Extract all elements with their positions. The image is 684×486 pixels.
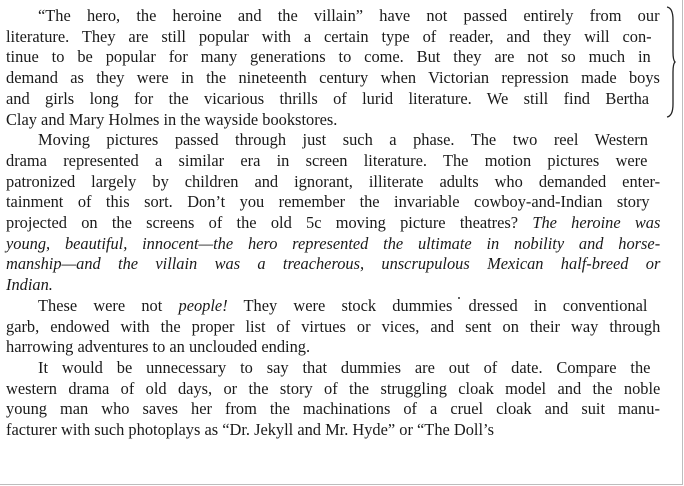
text-line [38, 358, 650, 378]
text-span: facturer with such photoplays as “Dr. Jekyll and Mr. Hyde” or “The Doll’s [6, 420, 494, 439]
text-span: Clay and Mary Holmes in the wayside bookstores. [6, 109, 338, 129]
text-line [6, 275, 53, 295]
margin-bracket [666, 6, 676, 118]
text-line [6, 254, 660, 274]
text-line [6, 420, 494, 440]
text-span: These were not [38, 295, 179, 315]
text-line [6, 110, 337, 130]
text-line [6, 337, 310, 357]
text-line [6, 172, 660, 192]
text-line [6, 89, 649, 109]
text-line [6, 213, 660, 233]
italic-span: people! [178, 295, 228, 315]
text-line [6, 317, 660, 337]
text-span: young man who saves her from the machinations of a cruel cloak and suit manu- [6, 399, 660, 419]
text-span: drama represented a similar era in screen literature. The motion pictures were [6, 150, 648, 170]
text-span: “The hero, the heroine and the villain” have not passed entirely from our [38, 6, 660, 25]
text-line [6, 399, 660, 419]
text-line [6, 192, 650, 212]
italic-span: young, beautiful, innocent—the hero represented the ultimate in nobility and horse- [6, 233, 661, 253]
text-span: garb, endowed with the proper list of virtues or vices, and sent on their way through [6, 316, 661, 336]
text-line [38, 6, 660, 26]
text-span: Moving pictures passed through just such a phase. The two reel Western [38, 130, 648, 150]
text-span: harrowing adventures to an unclouded ending. [6, 337, 311, 357]
text-line [38, 130, 648, 150]
text-line [6, 379, 660, 399]
text-line [38, 296, 647, 316]
text-span: western drama of old days, or the story of the struggling cloak model and the noble [6, 378, 661, 398]
text-span: They were stock dummies dressed in conventional [227, 295, 648, 315]
text-span: literature. They are still popular with a certain type of reader, and they will con- [6, 26, 652, 46]
text-span: tinue to be popular for many generations to come. But they are not so much in [6, 47, 651, 67]
italic-span: Indian. [6, 275, 53, 295]
text-span: tainment of this sort. Don’t you remember the invariable cowboy-and-Indian story [6, 192, 650, 212]
text-span: and girls long for the vicarious thrills of lurid literature. We still find Bertha [6, 88, 650, 108]
text-span: demand as they were in the nineteenth century when Victorian repression made boys [6, 68, 660, 88]
text-line [6, 27, 652, 47]
text-line [6, 47, 651, 67]
text-line [6, 68, 660, 88]
text-line [6, 151, 647, 171]
text-line [6, 234, 660, 254]
italic-span: The heroine was [532, 213, 661, 232]
italic-span: manship—and the villain was a treacherous, unscrupulous Mexican half-breed or [6, 254, 661, 274]
text-span: It would be unnecessary to say that dummies are out of date. Compare the [38, 357, 651, 377]
text-span: patronized largely by children and ignorant, illiterate adults who demanded enter- [6, 171, 661, 191]
text-span: projected on the screens of the old 5c moving picture theatres? [6, 213, 533, 232]
